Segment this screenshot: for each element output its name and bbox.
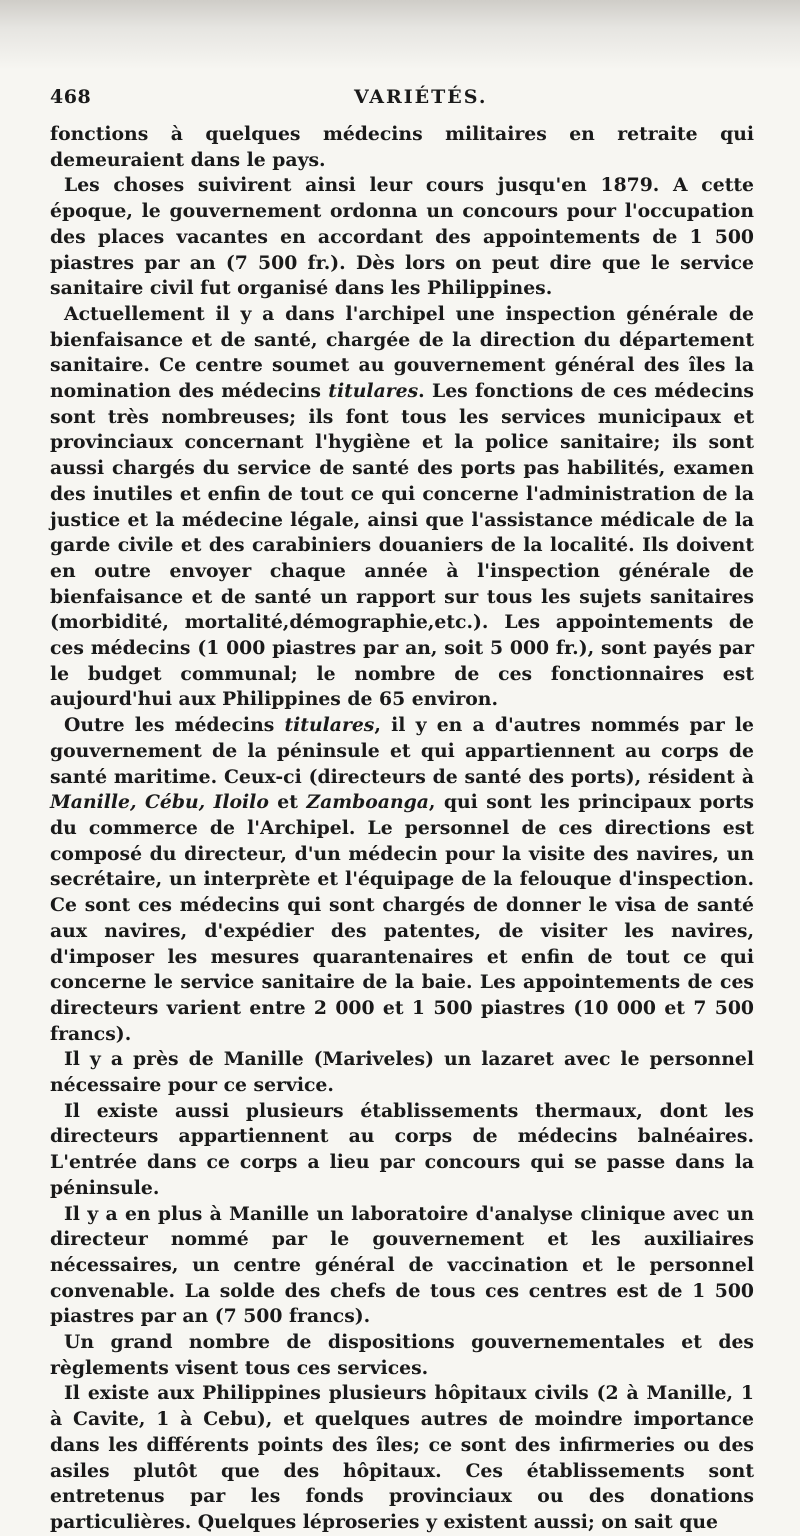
paragraph: [50, 1202, 754, 1331]
text-segment: et: [268, 791, 307, 814]
paragraph: [50, 713, 754, 1047]
text-segment: . Les fonctions de ces médecins sont très nombreuses; ils font tous les services municipaux et provinciaux concernant l'hygiène et la police sanitaire; ils sont aussi chargés du service de santé des ports pas habilités, examen des inutiles et enfin de tout ce qui concerne l'administration de la justice et la médecine légale, ainsi que l'assistance médicale de la garde civile et des carabiniers douaniers de la localité. Ils doivent en outre envoyer chaque année à l'inspection générale de bienfaisance et de santé un rapport sur tous les sujets sanitaires (morbidité, mortalité,démographie,etc.). Les appointements de ces médecins (1 000 piastres par an, soit 5 000 fr.), sont payés par le budget communal; le nombre de ces fonctionnaires est aujourd'hui aux Philippines de 65 environ.: [50, 380, 754, 711]
running-title: VARIÉTÉS.: [354, 86, 488, 108]
text-segment: , il y en a d'autres nommés par le gouvernement de la péninsule et qui appartiennent au corps de santé maritime. Ceux-ci (directeurs de santé des ports), résident à: [50, 714, 754, 788]
italic-text: titulares: [328, 380, 419, 403]
running-head: [50, 86, 760, 116]
paragraph: [50, 122, 754, 173]
italic-text: titulares: [284, 714, 375, 737]
text-segment: Il existe aux Philippines plusieurs hôpitaux civils (2 à Manille, 1 à Cavite, 1 à Cebu), et quelques autres de moindre importance dans les différents points des îles; ce sont des infirmeries ou des asiles plutôt que des hôpitaux. Ces établissements sont entretenus par les fonds provinciaux ou des donations particulières. Quelques léproseries y existent aussi; on sait que: [50, 1382, 754, 1533]
paragraph: [50, 1047, 754, 1098]
text-segment: Il y a en plus à Manille un laboratoire d'analyse clinique avec un directeur nommé par le gouvernement et les auxiliaires nécessaires, un centre général de vaccination et le personnel convenable. La solde des chefs de tous ces centres est de 1 500 piastres par an (7 500 francs).: [50, 1202, 754, 1328]
paragraph: [50, 1330, 754, 1381]
paragraph: [50, 1099, 754, 1202]
italic-text: Manille, Cébu, Iloilo: [50, 791, 269, 814]
text-segment: , qui sont les principaux ports du commerce de l'Archipel. Le personnel de ces directions est composé du directeur, d'un médecin pour la visite des navires, un secrétaire, un interprète et l'équipage de la felouque d'inspection. Ce sont ces médecins qui sont chargés de donner le visa de santé aux navires, d'expédier des patentes, de visiter les navires, d'imposer les mesures quarantenaires et enfin de tout ce qui concerne le service sanitaire de la baie. Les appointements de ces directeurs varient entre 2 000 et 1 500 piastres (10 000 et 7 500 francs).: [50, 791, 755, 1045]
text-body: [50, 122, 754, 1536]
text-segment: Les choses suivirent ainsi leur cours jusqu'en 1879. A cette époque, le gouvernement ordonna un concours pour l'occupation des places vacantes en accordant des appointements de 1 500 piastres par an (7 500 fr.). Dès lors on peut dire que le service sanitaire civil fut organisé dans les Philippines.: [50, 174, 754, 300]
paragraph: [50, 173, 754, 302]
text-segment: Il existe aussi plusieurs établissements thermaux, dont les directeurs appartiennent au corps de médecins balnéaires. L'entrée dans ce corps a lieu par concours qui se passe dans la péninsule.: [50, 1099, 754, 1199]
page-top-shade: [0, 0, 800, 70]
text-segment: Il y a près de Manille (Mariveles) un lazaret avec le personnel nécessaire pour ce service.: [50, 1048, 754, 1097]
page-number: 468: [50, 86, 92, 108]
text-segment: Outre les médecins: [64, 714, 285, 737]
italic-text: Zamboanga: [306, 791, 429, 814]
paragraph: [50, 302, 754, 713]
text-segment: Actuellement il y a dans l'archipel une inspection générale de bienfaisance et de santé, chargée de la direction du département sanitaire. Ce centre soumet au gouvernement général des îles la nomination des médecins: [50, 302, 754, 403]
text-segment: fonctions à quelques médecins militaires en retraite qui demeuraient dans le pays.: [50, 123, 754, 171]
text-segment: Un grand nombre de dispositions gouvernementales et des règlements visent tous ces services.: [50, 1331, 754, 1379]
paragraph: [50, 1381, 754, 1535]
